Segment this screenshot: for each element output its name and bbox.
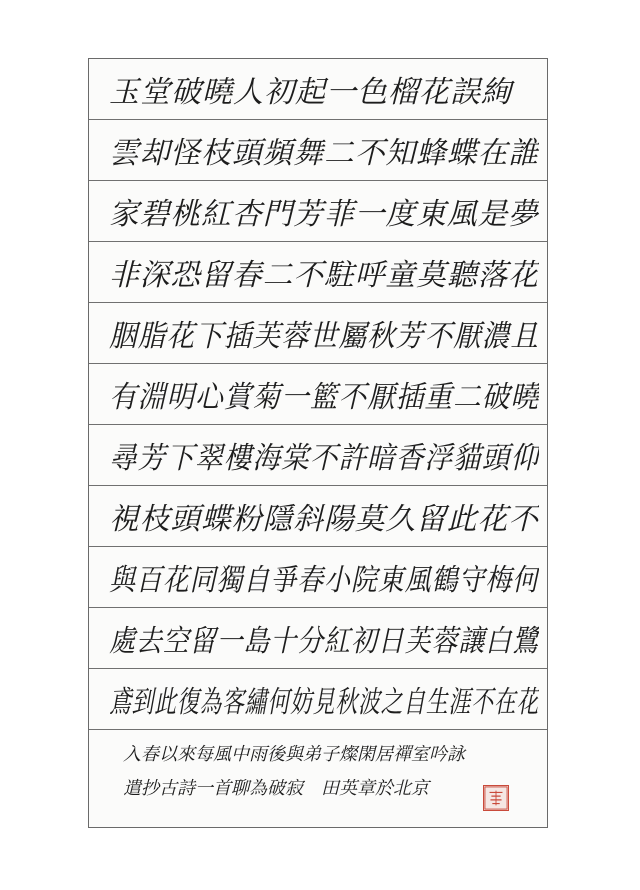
colophon-line-2: 遣抄古詩一首聊為破寂 田英章於北京 <box>123 778 429 799</box>
text-line-10 <box>89 608 547 669</box>
line-text-8: 視枝頭蝶粉隱斜陽莫久留此花不 <box>109 502 539 537</box>
line-text-2: 雲却怪枝頭頻舞二不知蜂蝶在誰 <box>109 136 539 171</box>
line-text-3: 家碧桃紅杏門芳菲一度東風是夢 <box>109 197 539 232</box>
text-line-8 <box>89 486 547 547</box>
text-line-3 <box>89 181 547 242</box>
colophon <box>123 741 525 817</box>
seal-stamp-icon <box>483 785 509 811</box>
text-line-5 <box>89 303 547 364</box>
line-text-9: 與百花同獨自爭春小院東風鶴守梅何 <box>109 563 539 598</box>
text-line-7 <box>89 425 547 486</box>
colophon-line-1: 入春以來每風中雨後與弟子燦閑居禪室吟詠 <box>123 744 465 765</box>
text-line-4 <box>89 242 547 303</box>
line-text-1: 玉堂破曉人初起一色榴花誤絢 <box>109 75 512 110</box>
line-text-4: 非深恐留春二不駐呼童莫聽落花 <box>109 258 539 293</box>
text-line-1 <box>89 59 547 120</box>
text-line-9 <box>89 547 547 608</box>
line-text-6: 有淵明心賞菊一籃不厭插重二破曉 <box>109 380 539 415</box>
text-line-11 <box>89 669 547 730</box>
line-text-5: 胭脂花下插芙蓉世屬秋芳不厭濃且 <box>109 319 539 354</box>
line-text-7: 尋芳下翠樓海棠不許暗香浮貓頭仰 <box>109 441 539 476</box>
calligraphy-sheet <box>88 58 548 828</box>
line-text-10: 處去空留一島十分紅初日芙蓉讓白鷺 <box>109 624 539 659</box>
text-line-2 <box>89 120 547 181</box>
line-text-11: 鳶到此復為客繡何妨見秋波之自生涯不在花 <box>109 685 539 720</box>
text-line-6 <box>89 364 547 425</box>
